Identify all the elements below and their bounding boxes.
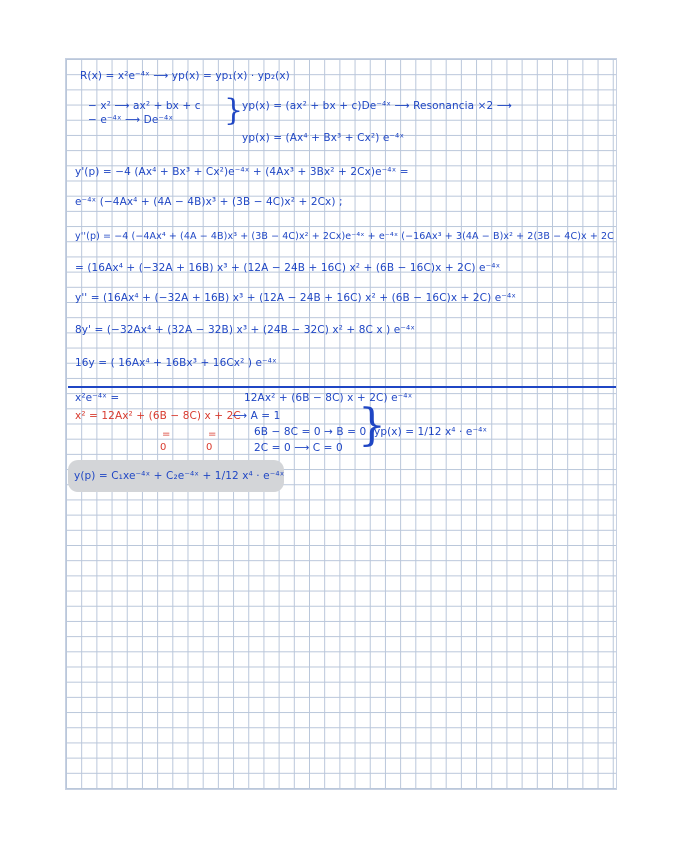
- note-line-coefficient-match: x² = 12Ax² + (6B − 8C) x + 2C: [75, 410, 241, 422]
- note-line-8y-prime: 8y' = (−32Ax⁴ + (32A − 32B) x³ + (24B − 32C) x² + 8C x ) e⁻⁴ˣ: [75, 324, 416, 336]
- brace-right: }: [358, 400, 386, 451]
- note-line-y-double-prime: y'' = (16Ax⁴ + (−32A + 16B) x³ + (12A − 24B + 16C) x² + (6B − 16C)x + 2C) e⁻⁴ˣ: [75, 292, 517, 304]
- red-zero-mark: 0: [206, 442, 213, 453]
- note-line-yp-result: yp(x) = 1/12 x⁴ · e⁻⁴ˣ: [374, 426, 488, 438]
- sum-rule: [68, 386, 616, 388]
- final-answer: y(p) = C₁xe⁻⁴ˣ + C₂e⁻⁴ˣ + 1/12 x⁴ · e⁻⁴ˣ: [74, 470, 285, 482]
- note-line-sum-lhs: x²e⁻⁴ˣ =: [75, 392, 120, 404]
- note-line-yp-form: yp(x) = (Ax⁴ + Bx³ + Cx²) e⁻⁴ˣ: [242, 132, 405, 144]
- note-line-16y: 16y = ( 16Ax⁴ + 16Bx³ + 16Cx² ) e⁻⁴ˣ: [75, 357, 277, 369]
- note-line-b-equation: 6B − 8C = 0 → B = 0: [254, 426, 367, 438]
- note-line-exp-guess: − e⁻⁴ˣ ⟶ De⁻⁴ˣ: [88, 114, 174, 126]
- note-line-poly-guess: − x² ⟶ ax² + bx + c: [88, 100, 201, 112]
- note-line-second-derivative: y''(p) = −4 (−4Ax⁴ + (4A − 4B)x³ + (3B − 4C)x² + 2Cx)e⁻⁴ˣ + e⁻⁴ˣ (−16Ax³ + 3(4A − B)x² + 2(3B − 4C)x + 2C: [75, 231, 614, 242]
- note-line-sum-rhs: 12Ax² + (6B − 8C) x + 2C) e⁻⁴ˣ: [244, 392, 413, 404]
- note-line-first-derivative-factored: e⁻⁴ˣ (−4Ax⁴ + (4A − 4B)x³ + (3B − 4C)x² + 2Cx) ;: [75, 196, 343, 208]
- red-zero-mark: 0: [160, 442, 167, 453]
- note-line-resonance: yp(x) = (ax² + bx + c)De⁻⁴ˣ ⟶ Resonancia ×2 ⟶: [242, 100, 512, 112]
- note-line-particular-form: R(x) = x²e⁻⁴ˣ ⟶ yp(x) = yp₁(x) · yp₂(x): [80, 70, 290, 82]
- note-line-second-derivative-simplified: = (16Ax⁴ + (−32A + 16B) x³ + (12A − 24B + 16C) x² + (6B − 16C)x + 2C) e⁻⁴ˣ: [75, 262, 501, 274]
- note-line-c-equation: 2C = 0 ⟶ C = 0: [254, 442, 343, 454]
- brace-left: }: [224, 93, 244, 128]
- red-equals-mark: =: [162, 429, 171, 440]
- note-line-first-derivative: y'(p) = −4 (Ax⁴ + Bx³ + Cx²)e⁻⁴ˣ + (4Ax³ + 3Bx² + 2Cx)e⁻⁴ˣ =: [75, 166, 409, 178]
- red-equals-mark: =: [208, 429, 217, 440]
- note-line-a-value: ⟶ A = 1: [232, 410, 281, 422]
